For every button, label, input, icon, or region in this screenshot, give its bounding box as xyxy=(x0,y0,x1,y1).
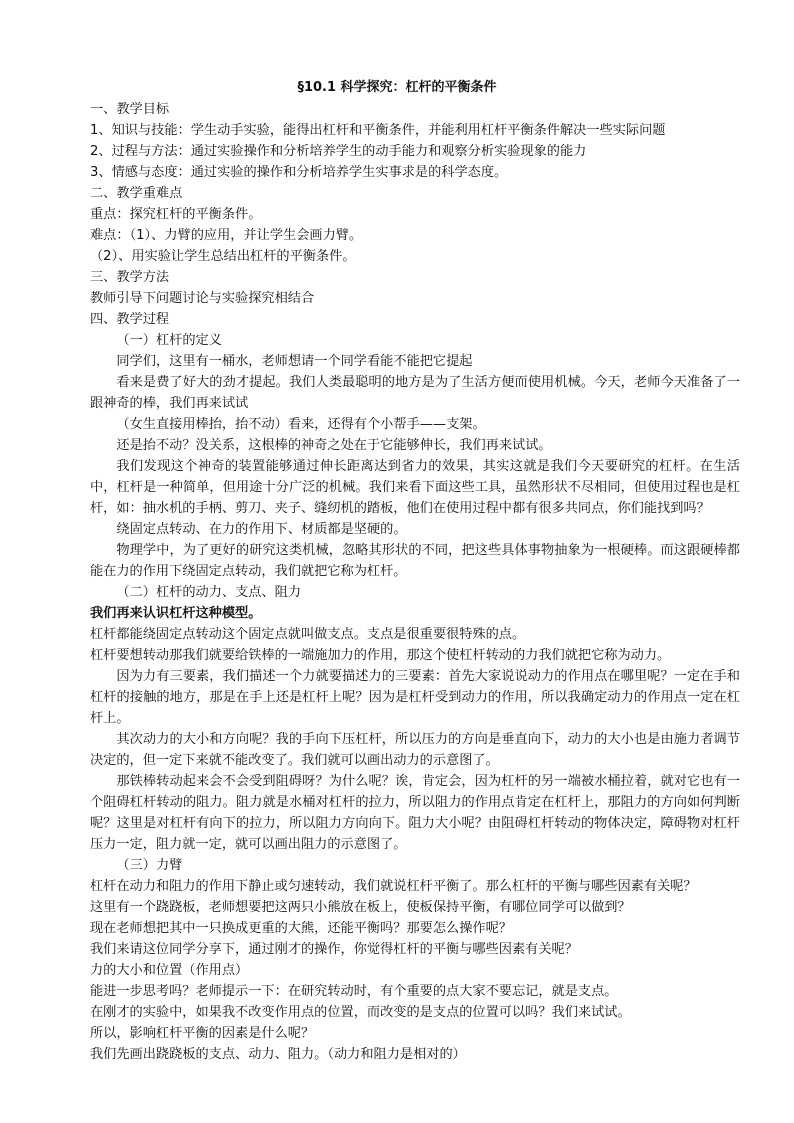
paragraph: 所以，影响杠杆平衡的因素是什么呢？ xyxy=(90,1026,315,1041)
paragraph: 我们来请这位同学分享下，通过刚才的操作，你觉得杠杆的平衡与哪些因素有关呢？ xyxy=(90,942,578,957)
paragraph: 杠杆要想转动那我们就要给铁棒的一端施加力的作用，那这个使杠杆转动的力我们就把它称为动力。 xyxy=(90,648,671,663)
subsection-heading: （一）杠杆的定义 xyxy=(116,333,222,348)
document-title: §10.1 科学探究：杠杆的平衡条件 xyxy=(297,80,497,95)
paragraph: 能进一步思考吗？老师提示一下：在研究转动时，有个重要的点大家不要忘记，就是支点。 xyxy=(90,984,618,999)
bold-paragraph: 我们再来认识杠杆这种模型。 xyxy=(90,606,262,621)
objective-item: 1、知识与技能：学生动手实验，能得出杠杆和平衡条件，并能利用杠杆平衡条件解决一些实际问题 xyxy=(90,123,666,138)
document-body xyxy=(90,99,740,1065)
paragraph: 杠杆都能绕固定点转动这个固定点就叫做支点。支点是很重要很特殊的点。 xyxy=(90,627,526,642)
difficult-point: 难点：（1）、力臂的应用，并让学生会画力臂。 xyxy=(90,228,363,243)
section-heading: 三、教学方法 xyxy=(90,270,170,285)
paragraph: 物理学中，为了更好的研究这类机械，忽略其形状的不同，把这些具体事物抽象为一根硬棒。而这跟硬棒都能在力的作用下绕固定点转动，我们就把它称为杠杆。 xyxy=(90,543,740,579)
paragraph: 其次动力的大小和方向呢？我的手向下压杠杆，所以压力的方向是垂直向下，动力的大小也是由施力者调节决定的，但一定下来就不能改变了。我们就可以画出动力的示意图了。 xyxy=(90,732,740,768)
section-heading: 四、教学过程 xyxy=(90,312,170,327)
paragraph: 因为力有三要素，我们描述一个力就要描述力的三要素：首先大家说说动力的作用点在哪里呢？一定在手和杠杆的接触的地方，那是在手上还是杠杆上呢？因为是杠杆受到动力的作用，所以我确定动力的作用点一定在杠杆上。 xyxy=(90,669,740,726)
section-heading: 二、教学重难点 xyxy=(90,186,183,201)
objective-item: 2、过程与方法：通过实验操作和分析培养学生的动手能力和观察分析实验现象的能力 xyxy=(90,144,587,159)
paragraph: 教师引导下问题讨论与实验探究相结合 xyxy=(90,291,315,306)
paragraph: 我们先画出跷跷板的支点、动力、阻力。（动力和阻力是相对的） xyxy=(90,1047,466,1062)
paragraph: （女生直接用棒抬，抬不动）看来，还得有个小帮手——支架。 xyxy=(116,417,486,432)
subsection-heading: （三）力臂 xyxy=(116,858,183,873)
paragraph: 还是抬不动？没关系，这根棒的神奇之处在于它能够伸长，我们再来试试。 xyxy=(116,438,552,453)
paragraph: 绕固定点转动、在力的作用下、材质都是坚硬的。 xyxy=(116,522,407,537)
subsection-heading: （二）杠杆的动力、支点、阻力 xyxy=(116,585,302,600)
objective-item: 3、情感与态度：通过实验的操作和分析培养学生实事求是的科学态度。 xyxy=(90,165,508,180)
paragraph: 同学们，这里有一桶水，老师想请一个同学看能不能把它提起 xyxy=(116,354,473,369)
paragraph: 力的大小和位置（作用点） xyxy=(90,963,249,978)
paragraph: 这里有一个跷跷板，老师想要把这两只小熊放在板上，使板保持平衡，有哪位同学可以做到？ xyxy=(90,900,631,915)
paragraph: 我们发现这个神奇的装置能够通过伸长距离达到省力的效果，其实这就是我们今天要研究的杠杆。在生活中，杠杆是一种简单，但用途十分广泛的机械。我们来看下面这些工具，虽然形状不尽相同，但使用过程也是杠杆，如：抽水机的手柄、剪刀、夹子、缝纫机的踏板，他们在使用过程中都有很多共同点，你们能找到吗？ xyxy=(90,459,740,516)
paragraph: 那铁棒转动起来会不会受到阻碍呀？为什么呢？诶，肯定会，因为杠杆的另一端被水桶拉着，就对它也有一个阻碍杠杆转动的阻力。阻力就是水桶对杠杆的拉力，所以阻力的作用点肯定在杠杆上，那阻力的方向如何判断呢？这里是对杠杆有向下的拉力，所以阻力方向向下。阻力大小呢？由阻碍杠杆转动的物体决定，障碍物对杠杆压力一定，阻力就一定，就可以画出阻力的示意图了。 xyxy=(90,774,740,852)
key-point: 重点：探究杠杆的平衡条件。 xyxy=(90,207,262,222)
paragraph: 在刚才的实验中，如果我不改变作用点的位置，而改变的是支点的位置可以吗？我们来试试。 xyxy=(90,1005,631,1020)
paragraph: 杠杆在动力和阻力的作用下静止或匀速转动，我们就说杠杆平衡了。那么杠杆的平衡与哪些因素有关呢？ xyxy=(90,879,697,894)
section-heading: 一、教学目标 xyxy=(90,102,170,117)
paragraph: 看来是费了好大的劲才提起。我们人类最聪明的地方是为了生活方便而使用机械。今天，老师今天准备了一跟神奇的棒，我们再来试试 xyxy=(90,375,740,411)
paragraph: 现在老师想把其中一只换成更重的大熊，还能平衡吗？那要怎么操作呢？ xyxy=(90,921,512,936)
difficult-point: （2）、用实验让学生总结出杠杆的平衡条件。 xyxy=(90,249,356,264)
